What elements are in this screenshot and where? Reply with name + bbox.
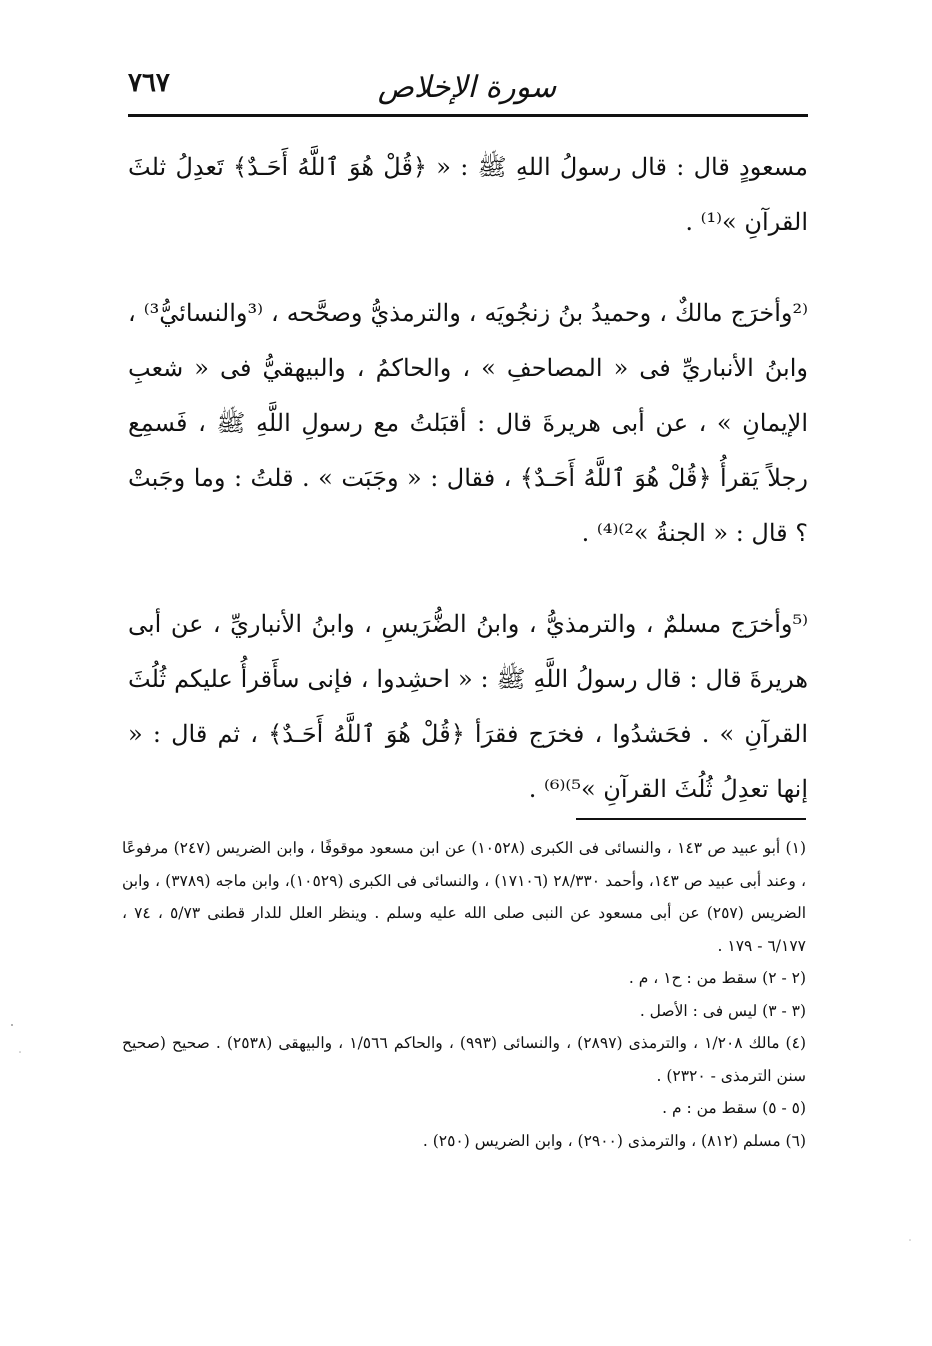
footnote: (٣ - ٣) ليس فى : الأصل . bbox=[639, 1001, 806, 1020]
footnote: (٢ - ٢) سقط من : ح١ ، م . bbox=[628, 969, 806, 987]
footnote: (٥ - ٥) سقط من : م . bbox=[662, 1099, 806, 1117]
paragraph: ⁽²وأخرَج مالكٌ ، وحميدُ بنُ زنجُويَه ، والترمذيُّ وصحَّحه ، ⁽³والنسائيُّ³⁾ ، وابنُ الأنباريِّ فى « المصاحفِ » ، والحاكمُ ، والبيهقيُّ فى « شعبِ الإيمانِ » ، عن أبى هريرةَ قال : أقبَلتُ مع رسولِ اللَّهِ ﷺ ، فَسمِع رجلاً يَقرأُ ﴿قُلْ هُوَ ٱللَّهُ أَحَـدٌ﴾ ، فقال : « وجَبَت » . قلتُ : وما وجَبتْ ؟ قال : « الجنةُ »²⁾⁽⁴⁾ . bbox=[128, 299, 808, 547]
footnote: (١) أبو عبيد ص ١٤٣ ، والنسائى فى الكبرى (١٠٥٢٨) عن ابن مسعود موقوفًا ، وابن الضريس (٢٤٧) مرفوعًا ، وعند أبى عبيد ص ١٤٣، وأحمد ٢٨/٣٣٠ (١٧١٠٦) ، والنسائى فى الكبرى (١٠٥٢٩)، وابن ماجه (٣٧٨٩) ، وابن الضريس (٢٥٧) عن أبى مسعود عن النبى صلى الله عليه وسلم . وينظر العلل للدار قطنى ٥/٧٣ ، ٧٤ ، ٦/١٧٧ - ١٧٩ . bbox=[122, 839, 806, 955]
footnote: (٦) مسلم (٨١٢) ، والترمذى (٢٩٠٠) ، وابن الضريس (٢٥٠) . bbox=[422, 1131, 806, 1150]
footnote: (٤) مالك ١/٢٠٨ ، والترمذى (٢٨٩٧) ، والنسائى (٩٩٣) ، والحاكم ١/٥٦٦ ، والبيهقى (٢٥٣٨) . صحيح (صحيح سنن الترمذى - ٢٣٢٠) . bbox=[122, 1034, 806, 1085]
paragraph: مسعودٍ قال : قال رسولُ اللهِ ﷺ : « ﴿قُلْ هُوَ ٱللَّهُ أَحَـدٌ﴾ تَعدِلُ ثلثَ القرآنِ »⁽¹⁾ . bbox=[128, 153, 808, 236]
running-title: سورة الإخلاص bbox=[377, 70, 557, 105]
paragraph: ⁽⁵وأخرَج مسلمٌ ، والترمذيُّ ، وابنُ الضُّرَيسِ ، وابنُ الأنباريِّ ، عن أبى هريرةَ قال : قال رسولُ اللَّهِ ﷺ : « احشِدوا ، فإنى سأَقرأُ عليكم ثُلُثَ القرآنِ » . فحَشدُوا ، فخرَج فقرَأ ﴿قُلْ هُوَ ٱللَّهُ أَحَـدٌ﴾ ، ثم قال : « إنها تعدِلُ ثُلُثَ القرآنِ »⁵⁾⁽⁶⁾ . bbox=[128, 610, 808, 803]
page-number: ٧٦٧ bbox=[128, 68, 170, 98]
